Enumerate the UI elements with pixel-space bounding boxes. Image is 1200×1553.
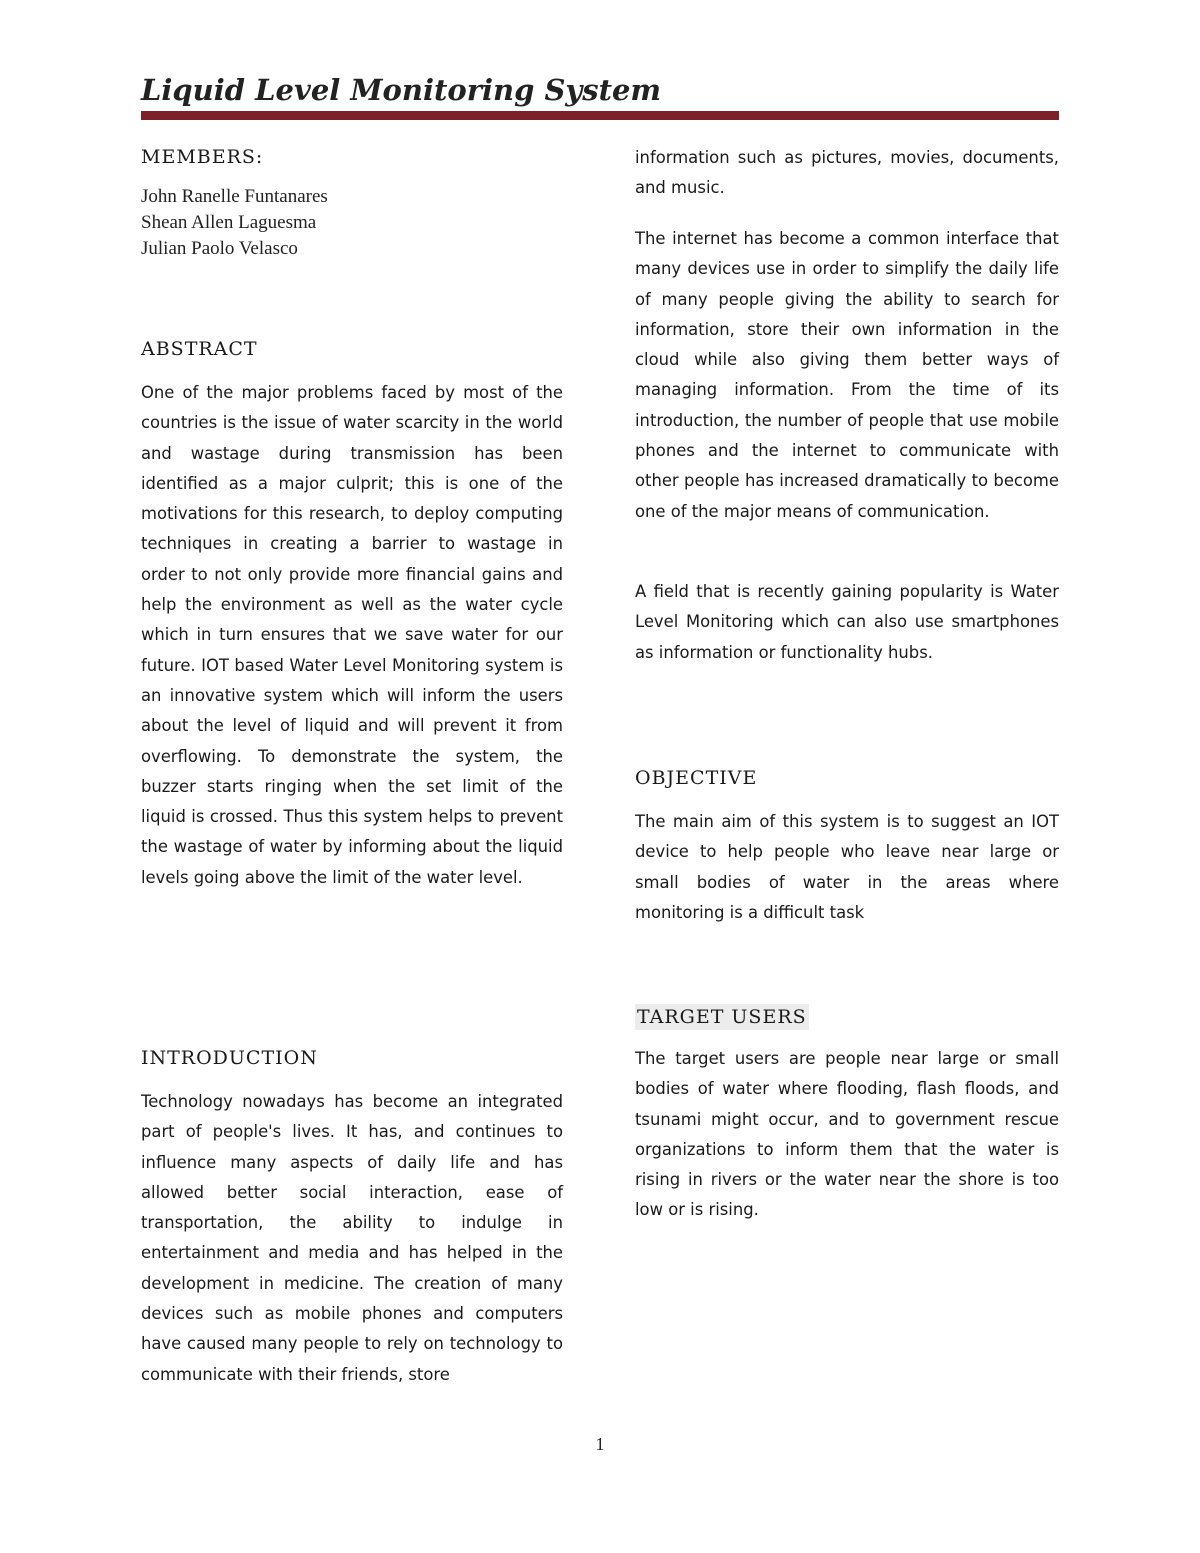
target-users-text: The target users are people near large or small bodies of water where flooding, flash floods, and tsunami might occur, and to government rescue organizations to inform them that the water is rising in rivers or the water near the shore is too low or is rising.	[635, 1049, 1059, 1220]
introduction-text: Technology nowadays has become an integrated part of people's lives. It has, and continues to influence many aspects of daily life and has allowed better social interaction, ease of transportation, the ability to indulge in entertainment and media and has helped in the development in medicine. The creation of many devices such as mobile phones and computers have caused many people to rely on technology to communicate with their friends, store	[141, 1092, 563, 1384]
introduction-continuation: information such as pictures, movies, documents, and music.	[635, 148, 1059, 198]
abstract-section	[141, 338, 563, 893]
members-section	[141, 146, 563, 262]
introduction-paragraph-2: The internet has become a common interface that many devices use in order to simplify the daily life of many people giving the ability to search for information, store their own information in the cloud while also giving them better ways of managing information. From the time of its introduction, the number of people that use mobile phones and the internet to communicate with other people has increased dramatically to become one of the major means of communication.	[635, 229, 1059, 521]
target-users-section	[635, 1004, 1059, 1226]
objective-heading: OBJECTIVE	[635, 767, 758, 789]
members-list	[141, 184, 563, 262]
document-title: Liquid Level Monitoring System	[141, 73, 662, 107]
abstract-text: One of the major problems faced by most of the countries is the issue of water scarcity in the world and wastage during transmission has been identified as a major culprit; this is one of the motivations for this research, to deploy computing techniques in creating a barrier to wastage in order to not only provide more financial gains and help the environment as well as the water cycle which in turn ensures that we save water for our future. IOT based Water Level Monitoring system is an innovative system which will inform the users about the level of liquid and will prevent it from overflowing. To demonstrate the system, the buzzer starts ringing when the set limit of the liquid is crossed. Thus this system helps to prevent the wastage of water by informing about the liquid levels going above the limit of the water level.	[141, 383, 563, 887]
introduction-heading: INTRODUCTION	[141, 1047, 318, 1069]
introduction-section	[141, 1047, 563, 1390]
page-header	[141, 70, 1059, 110]
objective-section	[635, 767, 1059, 928]
target-users-heading: TARGET USERS	[637, 1006, 807, 1028]
member-name: Julian Paolo Velasco	[141, 238, 298, 259]
members-heading: MEMBERS:	[141, 146, 264, 168]
objective-text: The main aim of this system is to suggest an IOT device to help people who leave near large or small bodies of water in the areas where monitoring is a difficult task	[635, 812, 1059, 922]
introduction-paragraph-3: A field that is recently gaining popularity is Water Level Monitoring which can also use smartphones as information or functionality hubs.	[635, 582, 1059, 662]
page-number: 1	[595, 1434, 605, 1454]
member-name: Shean Allen Laguesma	[141, 212, 317, 233]
member-name: John Ranelle Funtanares	[141, 186, 328, 207]
abstract-heading: ABSTRACT	[141, 338, 258, 360]
target-users-heading-wrap	[635, 1004, 1059, 1030]
title-rule	[141, 111, 1059, 120]
